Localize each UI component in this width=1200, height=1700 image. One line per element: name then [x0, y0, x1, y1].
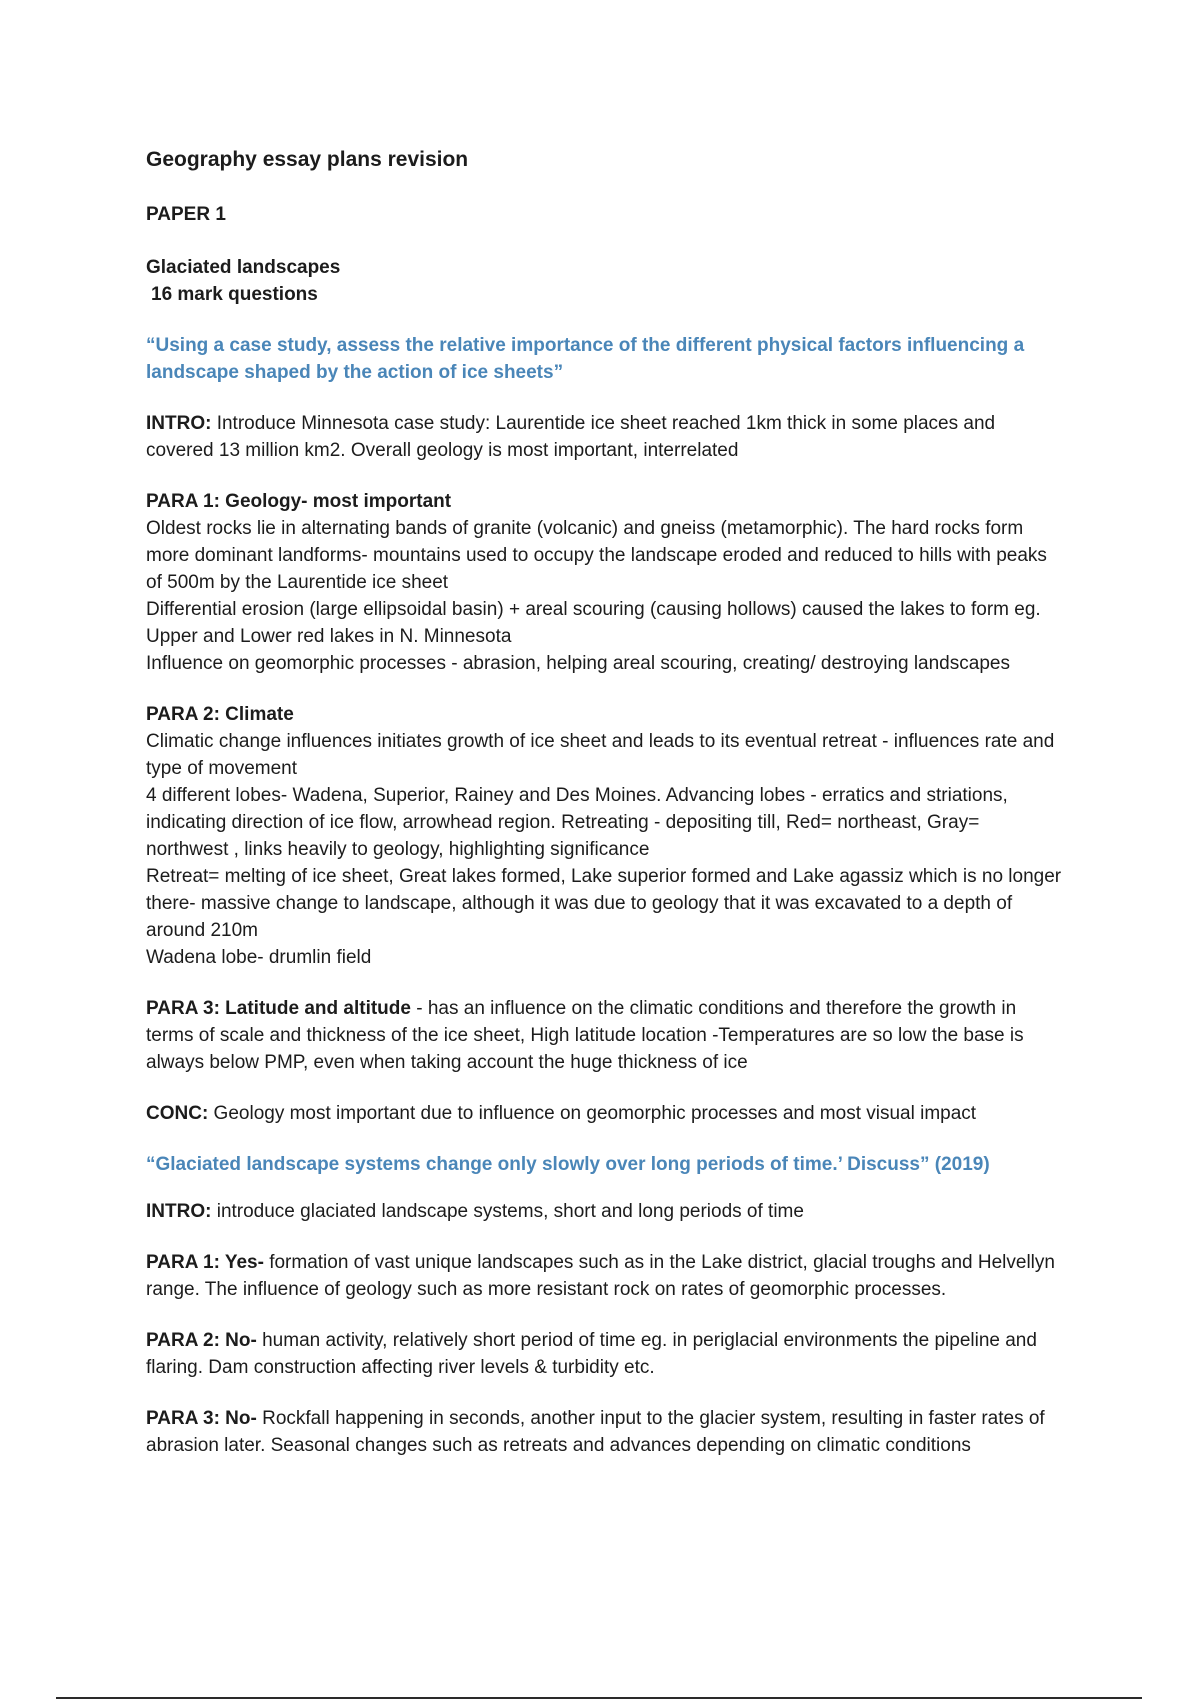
q1-para-3 — [146, 995, 1066, 1076]
section-title: Glaciated landscapes — [146, 257, 341, 278]
q1-para-2 — [146, 701, 1066, 971]
q1-para-1-line: Oldest rocks lie in alternating bands of granite (volcanic) and gneiss (metamorphic). The hard rocks form more dominant landforms- mountains used to occupy the landscape eroded and reduced to hills with peaks of 500m by the Laurentide ice sheet — [146, 518, 1047, 593]
q2-para-3 — [146, 1405, 1066, 1459]
section-subtitle: 16 mark questions — [151, 284, 318, 305]
q1-para-2-line: Wadena lobe- drumlin field — [146, 947, 372, 968]
q1-para-2-line: 4 different lobes- Wadena, Superior, Rainey and Des Moines. Advancing lobes - erratics and striations, indicating direction of ice flow, arrowhead region. Retreating - depositing till, Red= northeast, Gray= northwest , links heavily to geology, highlighting significance — [146, 785, 1008, 860]
footer-divider — [56, 1697, 1142, 1699]
q1-para-3-text: - has an influence on the climatic conditions and therefore the growth in terms of scale and thickness of the ice sheet, High latitude location -Temperatures are so low the base is always below PMP, even when taking account the huge thickness of ice — [146, 998, 1024, 1073]
q1-para-2-line: Retreat= melting of ice sheet, Great lakes formed, Lake superior formed and Lake agassiz which is no longer there- massive change to landscape, although it was due to geology that it was excavated to a depth of around 210m — [146, 866, 1062, 941]
document-page — [146, 146, 1066, 1483]
q1-para-3-label: PARA 3: Latitude and altitude — [146, 998, 411, 1019]
q2-intro — [146, 1198, 1066, 1225]
document-title: Geography essay plans revision — [146, 148, 469, 171]
q1-intro-label: INTRO: — [146, 413, 212, 434]
q1-para-1-heading: PARA 1: Geology- most important — [146, 491, 452, 512]
q2-para-3-label: PARA 3: No- — [146, 1408, 257, 1429]
q1-para-2-heading: PARA 2: Climate — [146, 704, 294, 725]
q2-intro-text: introduce glaciated landscape systems, short and long periods of time — [211, 1201, 804, 1222]
q1-conclusion — [146, 1100, 1066, 1127]
q1-para-2-line: Climatic change influences initiates growth of ice sheet and leads to its eventual retreat - influences rate and type of movement — [146, 731, 1055, 779]
q2-para-2-label: PARA 2: No- — [146, 1330, 257, 1351]
q2-para-1 — [146, 1249, 1066, 1303]
paper-heading: PAPER 1 — [146, 204, 226, 225]
q1-intro-text: Introduce Minnesota case study: Laurentide ice sheet reached 1km thick in some places and covered 13 million km2. Overall geology is most important, interrelated — [146, 413, 996, 461]
question-1: “Using a case study, assess the relative importance of the different physical factors influencing a landscape shaped by the action of ice sheets” — [146, 335, 1025, 383]
q2-para-2 — [146, 1327, 1066, 1381]
q1-conclusion-text: Geology most important due to influence on geomorphic processes and most visual impact — [208, 1103, 977, 1124]
q1-para-1-line: Influence on geomorphic processes - abrasion, helping areal scouring, creating/ destroying landscapes — [146, 653, 1010, 674]
q2-intro-label: INTRO: — [146, 1201, 212, 1222]
q2-para-1-label: PARA 1: Yes- — [146, 1252, 264, 1273]
q1-intro — [146, 410, 1066, 464]
q1-para-1 — [146, 488, 1066, 677]
q1-para-1-line: Differential erosion (large ellipsoidal basin) + areal scouring (causing hollows) caused the lakes to form eg. Upper and Lower red lakes in N. Minnesota — [146, 599, 1041, 647]
q2-para-2-text: human activity, relatively short period of time eg. in periglacial environments the pipeline and flaring. Dam construction affecting river levels & turbidity etc. — [146, 1330, 1037, 1378]
q2-para-1-text: formation of vast unique landscapes such as in the Lake district, glacial troughs and Helvellyn range. The influence of geology such as more resistant rock on rates of geomorphic processes. — [146, 1252, 1055, 1300]
q2-para-3-text: Rockfall happening in seconds, another input to the glacier system, resulting in faster rates of abrasion later. Seasonal changes such as retreats and advances depending on climatic conditions — [146, 1408, 1045, 1456]
q1-conclusion-label: CONC: — [146, 1103, 209, 1124]
question-2: “Glaciated landscape systems change only slowly over long periods of time.’ Discuss” (2019) — [146, 1154, 990, 1175]
